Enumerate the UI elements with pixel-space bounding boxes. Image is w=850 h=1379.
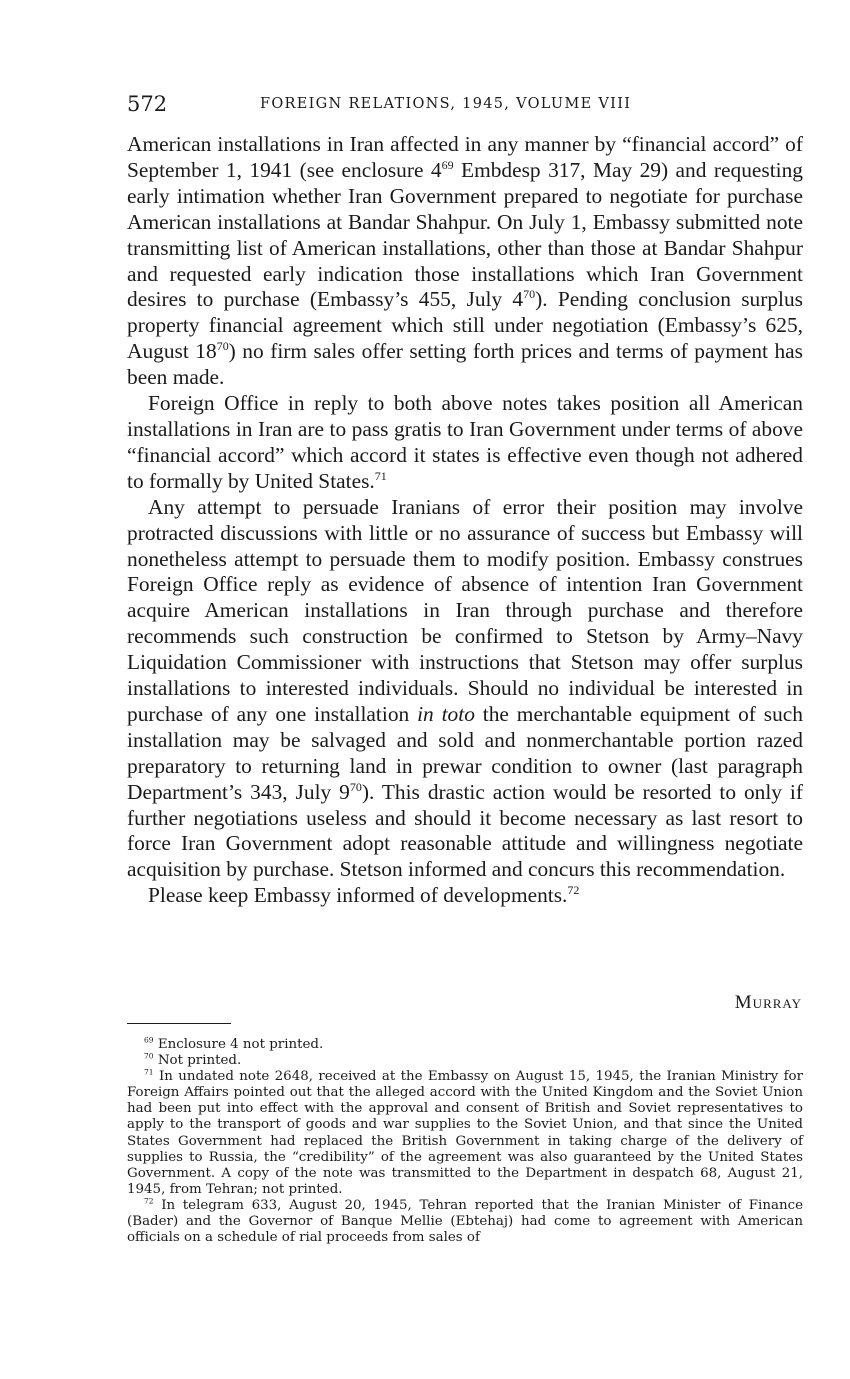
paragraph-text: American installations in Iran affected in any manner by “financial accord” of September 1, 1941 (see enclosure 4 — [127, 132, 803, 182]
footnote-text: In telegram 633, August 20, 1945, Tehran reported that the Iranian Minister of Finance (Bader) and the Governor of Banque Mellie (Ebtehaj) had come to agreement with American officials on a schedule of rial proceeds from sales of — [127, 1197, 803, 1246]
paragraph-text: ). This drastic action would be resorted to only if further negotiations useless and should it become necessary as last resort to force Iran Government adopt reasonable attitude and willingness negotiate acquisition by purchase. Stetson informed and concurs this recommendation. — [127, 779, 803, 882]
footnote-70 — [127, 1053, 803, 1069]
paragraph-3 — [127, 495, 803, 884]
footnote-71 — [127, 1069, 803, 1198]
paragraph-4 — [127, 883, 803, 909]
footnote-72 — [127, 1198, 803, 1246]
footnote-mark: 72 — [144, 1196, 154, 1206]
footnote-ref: 70 — [523, 287, 536, 302]
running-title: FOREIGN RELATIONS, 1945, VOLUME VIII — [260, 96, 632, 112]
telegram-body — [127, 132, 803, 909]
footnote-ref: 69 — [441, 157, 454, 172]
footnote-mark: 71 — [144, 1067, 154, 1077]
footnote-text: Not printed. — [157, 1053, 242, 1069]
footnote-text: In undated note 2648, received at the Embassy on August 15, 1945, the Iranian Ministry for Foreign Affairs pointed out that the alleged accord with the United Kingdom and the Soviet Union had been put into effect with the approval and consent of British and Soviet representatives to apply to the transport of goods and war supplies to the Soviet Union, and that since the United States Government had replaced the British Government in taking charge of the delivery of supplies to Russia, the “credibility” of the agreement was also guaranteed by the United States Government. A copy of the note was transmitted to the Department in despatch 68, August 21, 1945, from Tehran; not printed. — [127, 1069, 803, 1197]
footnote-text: Enclosure 4 not printed. — [157, 1037, 324, 1052]
italic-phrase: in toto — [417, 701, 475, 726]
signature: Murray — [734, 992, 802, 1013]
paragraph-text: ). Pending conclusion surplus property financial agreement which still under negotiation (Embassy’s 625, August 18 — [127, 287, 804, 364]
footnote-mark: 70 — [144, 1051, 154, 1061]
footnote-ref: 70 — [349, 779, 362, 794]
footnote-ref: 70 — [216, 339, 229, 354]
paragraph-2 — [127, 391, 803, 495]
paragraph-1 — [127, 132, 803, 391]
paragraph-text: Please keep Embassy informed of developments. — [148, 883, 568, 908]
page-header — [127, 92, 807, 116]
paragraph-text: the merchantable equipment of such installation may be salvaged and sold and nonmerchantable portion razed preparatory to returning land in prewar condition to owner (last paragraph Department’s 343, July 9 — [127, 701, 803, 804]
paragraph-text: ) no firm sales offer setting forth prices and terms of payment has been made. — [127, 339, 803, 390]
paragraph-text: Any attempt to persuade Iranians of error their position may involve protracted discussions with little or no assurance of success but Embassy will nonetheless attempt to persuade them to modify position. Embassy construes Foreign Office reply as evidence of absence of intention Iran Government acquire American installations in Iran through purchase and therefore recommends such construction be confirmed to Stetson by Army–Navy Liquidation Commissioner with instructions that Stetson may offer surplus installations to interested individuals. Should no individual be interested in purchase of any one installation — [127, 494, 803, 726]
footnote-ref: 72 — [567, 883, 580, 898]
paragraph-text: Foreign Office in reply to both above notes takes position all American installations in Iran are to pass gratis to Iran Government under terms of above “financial accord” which accord it states is effective even though not adhered to formally by United States. — [127, 391, 803, 493]
paragraph-text: Embdesp 317, May 29) and requesting early intimation whether Iran Government prepared to negotiate for purchase American installations at Bandar Shahpur. On July 1, Embassy submitted note transmitting list of American installations, other than those at Bandar Shahpur and requested early indication those installations which Iran Government desires to purchase (Embassy’s 455, July 4 — [127, 157, 803, 312]
footnote-mark: 69 — [144, 1035, 154, 1045]
footnote-ref: 71 — [374, 468, 387, 483]
footnote-divider — [127, 1023, 231, 1024]
page-number: 572 — [127, 92, 168, 116]
footnote-69 — [127, 1037, 803, 1053]
footnotes — [127, 1037, 803, 1246]
